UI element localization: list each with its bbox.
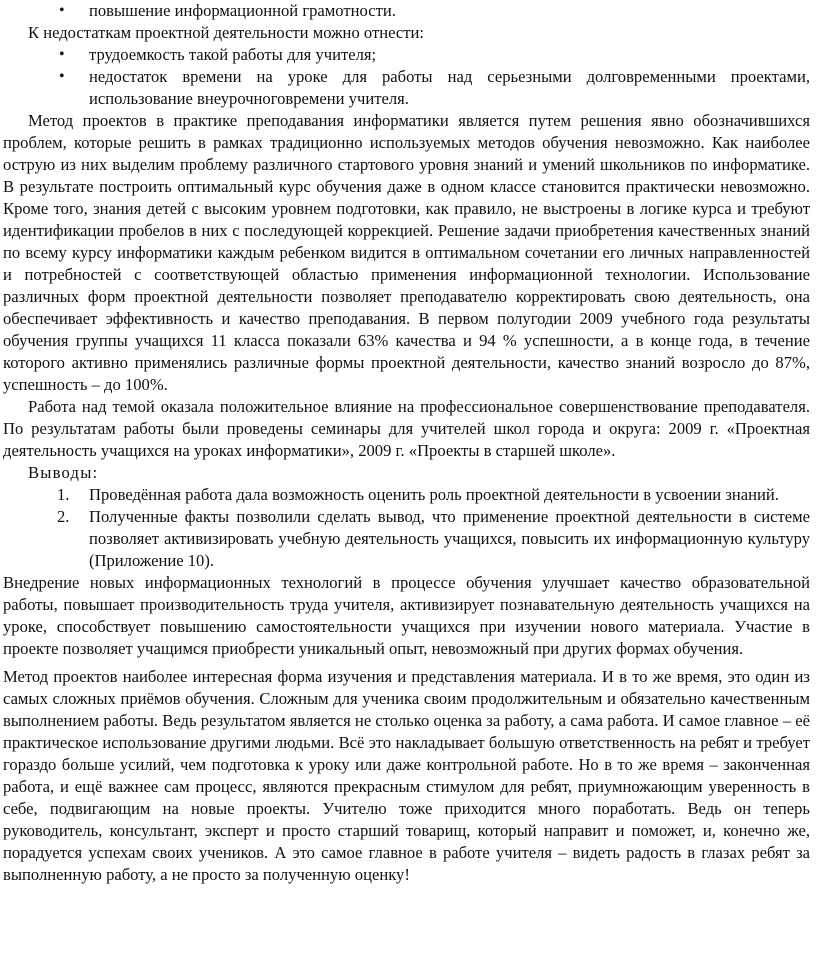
drawbacks-intro: К недостаткам проектной деятельности можно отнести: <box>28 23 424 42</box>
closing-paragraph: Внедрение новых информационных технологий в процессе обучения улучшает качество образовательной работы, повышает производительность труда учителя, активизирует познавательную деятельность учащихся на уроке, способствует повышению самостоятельности учащихся при изучении нового материала. Участие в проекте позволяет учащимся приобрести уникальный опыт, невозможный при других формах обучения. <box>3 573 810 658</box>
body-paragraph: Метод проектов в практике преподавания информатики является путем решения явно обозначившихся проблем, которые решить в рамках традиционно используемых методов обучения невозможно. Как наиболее острую из них выделим проблему различного стартового уровня знаний и умений школьников по информатике. В результате построить оптимальный курс обучения даже в одном классе становится практически невозможно. Кроме того, знания детей с высоким уровнем подготовки, как правило, не выстроены в логике курса и требуют идентификации пробелов в них с последующей коррекцией. Решение задачи приобретения качественных знаний по всему курсу информатики каждым ребенком видится в оптимальном сочетании его личных направленностей и потребностей с соответствующей областью применения информационной технологии. Использование различных форм проектной деятельности позволяет преподавателю корректировать свою деятельность, она обеспечивает эффективность и качество преподавания. В первом полугодии 2009 учебного года результаты обучения группы учащихся 11 класса показали 63% качества и 94 % успешности, а в конце года, в течение которого активно применялись различные формы проектной деятельности, качество знаний возросло до 87%, успешность – до 100%. <box>3 111 810 394</box>
intro-bullet-list <box>3 0 810 22</box>
closing-paragraph: Метод проектов наиболее интересная форма изучения и представления материала. И в то же время, это один из самых сложных приёмов обучения. Сложным для ученика своим продолжительным и обязательно качественным выполнением работы. Ведь результатом является не столько оценка за работу, а сама работа. И самое главное – её практическое использование другими людьми. Всё это накладывает большую ответственность на ребят и требует гораздо больше усилий, чем подготовка к уроку или даже контрольной работе. Но в то же время – законченная работа, и ещё важнее сам процесс, являются прекрасным стимулом для ребят, приумножающим уверенность в себе, подвигающим на новые проекты. Учителю тоже приходится много поработать. Ведь он теперь руководитель, консультант, эксперт и просто старший товарищ, который направит и поможет, и, конечно же, порадуется успехам своих учеников. А это самое главное в работе учителя – видеть радость в глазах ребят за выполненную работу, а не просто за полученную оценку! <box>3 667 810 884</box>
conclusions-list <box>3 484 810 572</box>
bullet-item: • повышение информационной грамотности. <box>89 0 810 22</box>
drawbacks-bullet-list <box>3 44 810 110</box>
conclusion-number: 2. <box>57 507 70 526</box>
conclusions-heading: Выводы: <box>28 463 99 482</box>
bullet-item: • трудоемкость такой работы для учителя; <box>89 44 810 66</box>
bullet-item: • недостаток времени на уроке для работы над серьезными долговременными проектами, использование внеурочноговремени учителя. <box>89 66 810 110</box>
conclusion-item <box>57 484 810 506</box>
body-paragraph: Работа над темой оказала положительное влияние на профессиональное совершенствование преподавателя. По результатам работы были проведены семинары для учителей школ города и округа: 2009 г. «Проектная деятельность учащихся на уроках информатики», 2009 г. «Проекты в старшей школе». <box>3 397 810 460</box>
conclusion-number: 1. <box>57 485 70 504</box>
conclusion-item <box>57 506 810 572</box>
conclusion-text: Проведённая работа дала возможность оценить роль проектной деятельности в усвоении знаний. <box>89 485 779 504</box>
conclusion-text: Полученные факты позволили сделать вывод, что применение проектной деятельности в системе позволяет активизировать учебную деятельность учащихся, повысить их информационную культуру (Приложение 10). <box>89 507 810 570</box>
